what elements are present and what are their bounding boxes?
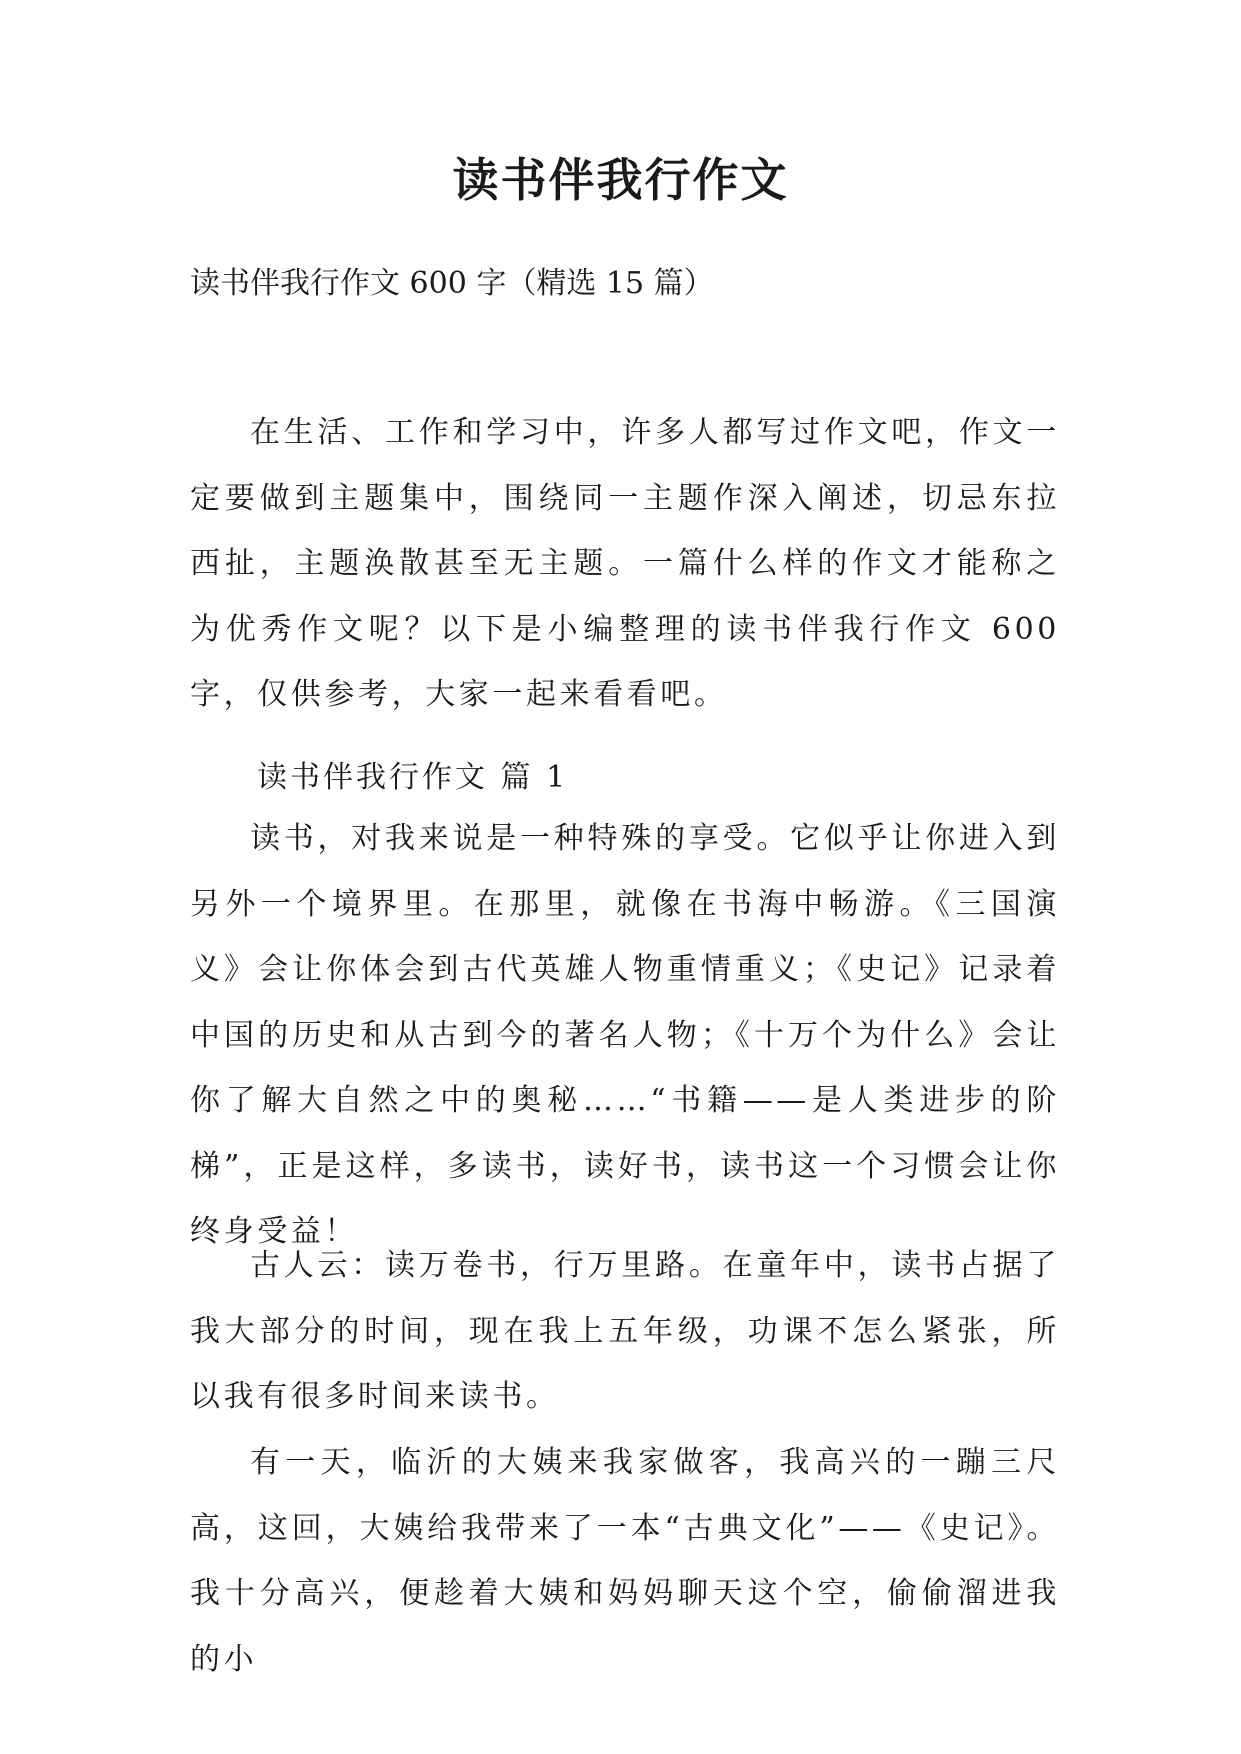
body-paragraph-3: 有一天，临沂的大姨来我家做客，我高兴的一蹦三尺高，这回，大姨给我带来了一本“古典文化”——《史记》。我十分高兴，便趁着大姨和妈妈聊天这个空，偷偷溜进我的小: [190, 1445, 1060, 1677]
body-paragraph-1: 读书，对我来说是一种特殊的享受。它似乎让你进入到另外一个境界里。在那里，就像在书海中畅游。《三国演义》会让你体会到古代英雄人物重情重义；《史记》记录着中国的历史和从古到今的著名人物；《十万个为什么》会让你了解大自然之中的奥秘……“书籍——是人类进步的阶梯”，正是这样，多读书，读好书，读书这一个习惯会让你终身受益！: [190, 821, 1060, 1249]
document-title: 读书伴我行作文: [452, 153, 789, 207]
intro-paragraph: 在生活、工作和学习中，许多人都写过作文吧，作文一定要做到主题集中，围绕同一主题作深入阐述，切忌东拉西扯，主题涣散甚至无主题。一篇什么样的作文才能称之为优秀作文呢？以下是小编整理的读书伴我行作文 600 字，仅供参考，大家一起来看看吧。: [190, 415, 1060, 712]
body-paragraph-2: 古人云：读万卷书，行万里路。在童年中，读书占据了我大部分的时间，现在我上五年级，功课不怎么紧张，所以我有很多时间来读书。: [190, 1248, 1060, 1414]
document-subtitle: 读书伴我行作文 600 字（精选 15 篇）: [190, 266, 714, 301]
section-heading: 读书伴我行作文 篇 1: [257, 760, 569, 795]
